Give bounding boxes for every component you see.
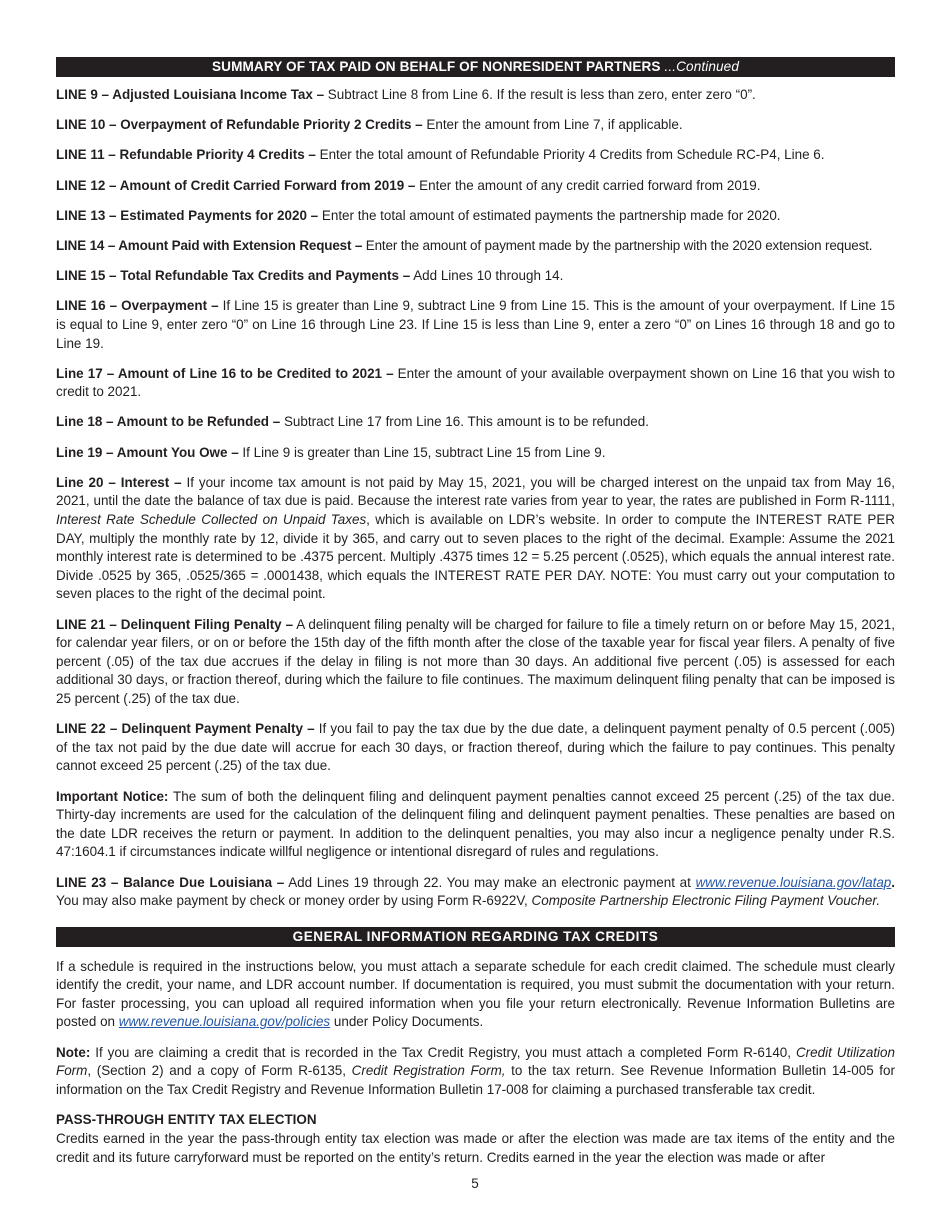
- policies-link[interactable]: www.revenue.louisiana.gov/policies: [118, 1014, 331, 1030]
- line-label: LINE 10 – Overpayment of Refundable Priority 2 Credits –: [56, 117, 423, 133]
- note-paragraph: [56, 1044, 895, 1100]
- page-number: 5: [471, 1176, 479, 1191]
- line-text: Enter the amount of any credit carried forward from 2019.: [415, 177, 761, 193]
- line-label: LINE 16 – Overpayment –: [56, 298, 219, 314]
- line-label: Line 17 – Amount of Line 16 to be Credited to 2021 –: [56, 365, 394, 381]
- line-10: [56, 116, 895, 135]
- line-14: [56, 237, 895, 256]
- line-15: [56, 267, 895, 286]
- line-20: [56, 474, 895, 604]
- line-label: LINE 9 – Adjusted Louisiana Income Tax –: [56, 87, 325, 102]
- line-text: Enter the total amount of estimated payments the partnership made for 2020.: [318, 207, 781, 223]
- latap-link[interactable]: www.revenue.louisiana.gov/latap: [695, 874, 892, 890]
- paragraph-text: , (Section 2) and a copy of Form R-6135,: [87, 1063, 352, 1079]
- banner-title: GENERAL INFORMATION REGARDING TAX CREDITS: [292, 928, 659, 944]
- line-text: If you fail to pay the tax due by the due date, a delinquent payment penalty of 0.5 percent (.005) of the tax not paid by the due date will accrue for each 30 days, or fraction thereof, during which the failure to pay continues. This penalty cannot exceed 25 percent (.25) of the tax due.: [56, 721, 895, 774]
- line-text: Enter the amount of payment made by the partnership with the 2020 extension request.: [362, 237, 873, 253]
- line-text: If Line 15 is greater than Line 9, subtract Line 9 from Line 15. This is the amount of your overpayment. If Line 15 is equal to Line 9, enter zero “0” on Line 16 through Line 23. If Line 15 is less than Line 9, enter a zero “0” on Lines 16 through 18 and go to Line 19.: [56, 298, 895, 351]
- line-9: [56, 86, 895, 105]
- line-label: LINE 14 – Amount Paid with Extension Request –: [56, 237, 363, 253]
- line-label: Line 18 – Amount to be Refunded –: [56, 414, 281, 430]
- line-label: LINE 23 – Balance Due Louisiana –: [56, 874, 285, 890]
- section-banner-summary: [56, 57, 895, 77]
- line-22: [56, 720, 895, 776]
- line-text: Add Lines 19 through 22. You may make an electronic payment at: [284, 874, 696, 890]
- line-13: [56, 207, 895, 226]
- line-text: A delinquent filing penalty will be charged for failure to file a timely return on or before May 15, 2021, for calendar year filers, or on or before the 15th day of the fifth month after the close of the taxable year for fiscal year filers. A penalty of five percent (.05) of the tax due accrues if the delay in filing is not more than 30 days. An additional five percent (.05) is assessed for each additional 30 days, or fraction thereof, during which the failure to file continues. The maximum delinquent filing penalty that can be imposed is 25 percent (.25) of the tax due.: [56, 616, 895, 706]
- passthrough-paragraph: Credits earned in the year the pass-through entity tax election was made or after the election was made are tax items of the entity and the credit and its future carryforward must be reported on the entity’s return. Credits earned in the year the election was made or after: [56, 1131, 895, 1165]
- line-text: If Line 9 is greater than Line 15, subtract Line 15 from Line 9.: [238, 444, 606, 460]
- important-notice: [56, 788, 895, 862]
- line-label: Line 19 – Amount You Owe –: [56, 444, 239, 460]
- general-paragraph: [56, 958, 895, 1032]
- line-19: [56, 444, 895, 463]
- line-label: LINE 22 – Delinquent Payment Penalty –: [56, 721, 315, 737]
- paragraph-text: under Policy Documents.: [330, 1014, 484, 1030]
- banner-title: SUMMARY OF TAX PAID ON BEHALF OF NONRESIDENT PARTNERS: [211, 59, 661, 74]
- line-text: Add Lines 10 through 14.: [410, 268, 564, 284]
- notice-text: The sum of both the delinquent filing and delinquent payment penalties cannot exceed 25 percent (.25) of the tax due. Thirty-day increments are used for the calculation of the delinquent filing and delinquent payment penalties. These penalties are based on the date LDR receives the return or payment. In addition to the delinquent penalties, you may also incur a negligence penalty under R.S. 47:1604.1 if circumstances indicate willful negligence or intentional disregard of rules and regulations.: [56, 788, 895, 860]
- line-text: Subtract Line 17 from Line 16. This amount is to be refunded.: [280, 414, 649, 430]
- form-title: Composite Partnership Electronic Filing Payment Voucher.: [531, 893, 881, 909]
- line-text: You may also make payment by check or money order by using Form R-6922V,: [56, 893, 532, 909]
- banner-continued: ...Continued: [660, 59, 739, 74]
- note-label: Note:: [56, 1044, 91, 1060]
- line-text: , which is available on LDR’s website. In order to compute the INTEREST RATE PER DAY, multiply the monthly rate by 12, divide it by 365, and carry out to seven places to the right of the decimal. Example: Assume the 2021 monthly interest rate is determined to be .4375 percent. Multiply .4375 times 12 = 5.25 percent (.0525), which equals the annual interest rate. Divide .0525 by 365, .0525/365 = .0001438, which equals the INTEREST RATE PER DAY. NOTE: You must carry out your computation to seven places to the right of the decimal point.: [56, 512, 895, 602]
- paragraph-text: If a schedule is required in the instructions below, you must attach a separate schedule for each credit claimed. The schedule must clearly identify the credit, your name, and LDR account number. If documentation is required, you must submit the documentation with your return. For faster processing, you can upload all required information when you file your return electronically. Revenue Information Bulletins are posted on: [56, 958, 895, 1030]
- paragraph-text: to the tax return. See Revenue Information Bulletin 14-005 for information on the Tax Credit Registry and Revenue Information Bulletin 17-008 for claiming a purchased transferable tax credit.: [56, 1063, 895, 1097]
- line-text: Enter the amount of your available overpayment shown on Line 16 that you wish to credit to 2021.: [56, 365, 895, 400]
- notice-label: Important Notice:: [56, 788, 169, 804]
- section-banner-general: [56, 927, 895, 947]
- line-text: Subtract Line 8 from Line 6. If the result is less than zero, enter zero “0”.: [324, 87, 756, 102]
- form-title: Credit Utilization Form: [56, 1044, 895, 1079]
- line-11: [56, 146, 895, 165]
- line-text: Enter the amount from Line 7, if applicable.: [422, 117, 683, 133]
- line-label: LINE 12 – Amount of Credit Carried Forward from 2019 –: [56, 177, 416, 193]
- line-18: [56, 413, 895, 432]
- paragraph-text: If you are claiming a credit that is recorded in the Tax Credit Registry, you must attach a completed Form R-6140,: [90, 1044, 796, 1060]
- line-21: [56, 616, 895, 709]
- line-text: If your income tax amount is not paid by May 15, 2021, you will be charged interest on the unpaid tax from May 16, 2021, until the date the balance of tax due is paid. Because the interest rate varies from year to year, the rates are published in Form R-1111,: [56, 474, 895, 509]
- passthrough-heading: PASS-THROUGH ENTITY TAX ELECTION: [56, 1112, 317, 1128]
- line-label: LINE 21 – Delinquent Filing Penalty –: [56, 616, 294, 632]
- line-17: [56, 365, 895, 402]
- line-label: LINE 11 – Refundable Priority 4 Credits –: [56, 147, 316, 163]
- line-text: Enter the total amount of Refundable Priority 4 Credits from Schedule RC-P4, Line 6.: [315, 147, 825, 163]
- form-title: Interest Rate Schedule Collected on Unpaid Taxes: [56, 512, 367, 528]
- line-12: [56, 177, 895, 196]
- instructions-page: [56, 57, 895, 1167]
- form-title: Credit Registration Form,: [351, 1063, 506, 1079]
- line-16: [56, 297, 895, 353]
- line-label: LINE 13 – Estimated Payments for 2020 –: [56, 207, 319, 223]
- line-label: LINE 15 – Total Refundable Tax Credits and Payments –: [56, 268, 411, 284]
- line-23: [56, 874, 895, 911]
- line-label: Line 20 – Interest –: [56, 474, 182, 490]
- link-period: .: [891, 874, 896, 890]
